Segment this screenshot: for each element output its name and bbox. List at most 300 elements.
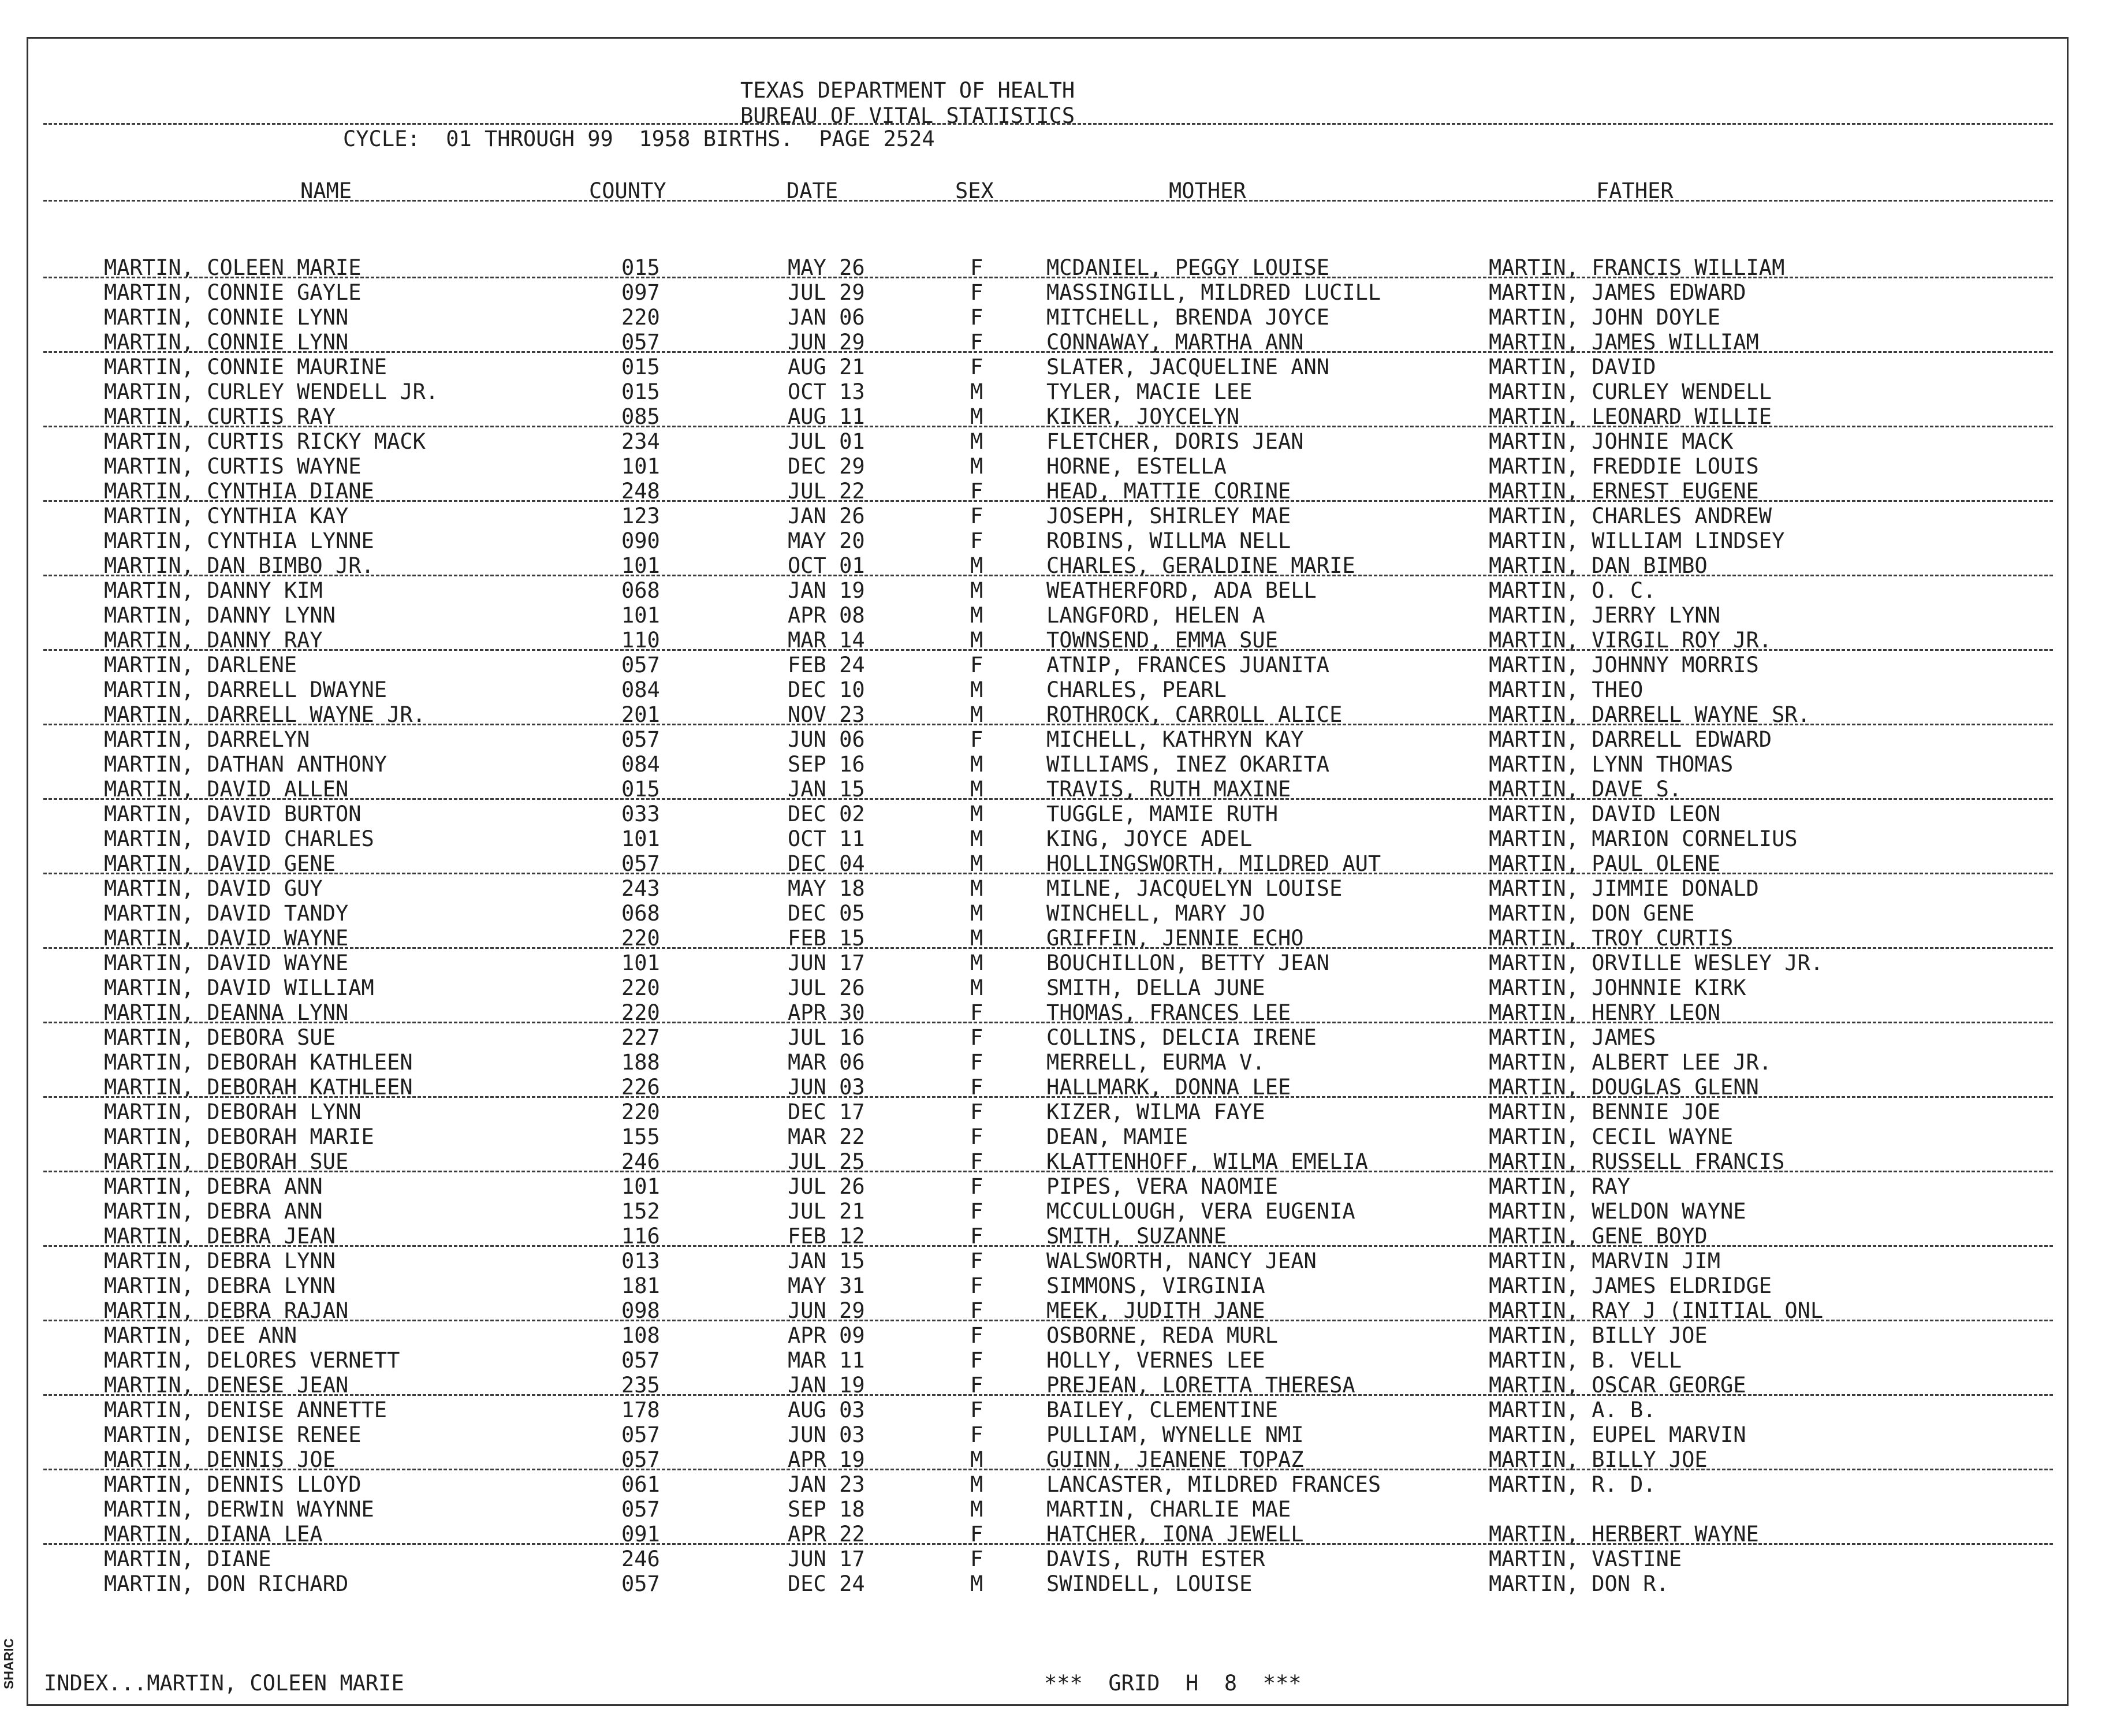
cell-sex: F [970, 330, 983, 355]
column-header-father: FATHER [1596, 178, 1674, 203]
cell-father: MARTIN, ORVILLE WESLEY JR. [1489, 951, 1824, 975]
cell-father: MARTIN, JAMES EDWARD [1489, 280, 1746, 305]
cell-county: 101 [621, 826, 660, 851]
cell-name: MARTIN, DAVID WAYNE [104, 926, 349, 951]
cell-sex: M [970, 429, 983, 454]
cell-date: MAY 18 [788, 876, 865, 901]
cell-name: MARTIN, DEBORAH KATHLEEN [104, 1050, 413, 1075]
cell-sex: F [970, 479, 983, 504]
cell-name: MARTIN, DEBRA LYNN [104, 1273, 336, 1298]
cell-father: MARTIN, CURLEY WENDELL [1489, 379, 1772, 404]
cycle-line: CYCLE: 01 THROUGH 99 1958 BIRTHS. PAGE 2524 [343, 126, 935, 151]
cell-sex: M [970, 1497, 983, 1522]
cell-sex: M [970, 826, 983, 851]
cell-date: AUG 03 [788, 1398, 865, 1422]
cell-county: 057 [621, 1497, 660, 1522]
cell-father: MARTIN, CHARLES ANDREW [1489, 504, 1772, 528]
cell-name: MARTIN, DATHAN ANTHONY [104, 752, 387, 777]
cell-sex: M [970, 603, 983, 628]
cell-sex: F [970, 1124, 983, 1149]
cell-father: MARTIN, HERBERT WAYNE [1489, 1522, 1759, 1547]
cell-date: APR 09 [788, 1323, 865, 1348]
cell-mother: HATCHER, IONA JEWELL [1046, 1522, 1304, 1547]
cell-date: JAN 06 [788, 305, 865, 330]
cell-mother: KIKER, JOYCELYN [1046, 404, 1240, 429]
cell-mother: JOSEPH, SHIRLEY MAE [1046, 504, 1291, 528]
footer-index: INDEX...MARTIN, COLEEN MARIE [44, 1671, 404, 1696]
cell-county: 220 [621, 975, 660, 1000]
cell-mother: DAVIS, RUTH ESTER [1046, 1547, 1265, 1571]
cell-sex: M [970, 702, 983, 727]
cell-father: MARTIN, BILLY JOE [1489, 1447, 1708, 1472]
cell-county: 097 [621, 280, 660, 305]
row-divider [43, 500, 2053, 502]
cell-sex: F [970, 1348, 983, 1373]
cell-date: JUN 03 [788, 1075, 865, 1100]
cell-sex: F [970, 653, 983, 677]
cell-mother: MCCULLOUGH, VERA EUGENIA [1046, 1199, 1355, 1224]
cell-name: MARTIN, DEBRA RAJAN [104, 1298, 349, 1323]
cell-county: 110 [621, 628, 660, 653]
cell-sex: M [970, 752, 983, 777]
cell-name: MARTIN, DANNY RAY [104, 628, 323, 653]
cell-sex: F [970, 1000, 983, 1025]
cell-date: FEB 24 [788, 653, 865, 677]
cell-mother: SWINDELL, LOUISE [1046, 1571, 1253, 1596]
cell-date: JUN 29 [788, 330, 865, 355]
cell-date: JUN 17 [788, 1547, 865, 1571]
cell-father: MARTIN, JOHN DOYLE [1489, 305, 1720, 330]
cell-mother: CHARLES, GERALDINE MARIE [1046, 553, 1355, 578]
cell-sex: M [970, 404, 983, 429]
cell-name: MARTIN, CYNTHIA DIANE [104, 479, 374, 504]
cell-county: 015 [621, 379, 660, 404]
cell-sex: M [970, 1472, 983, 1497]
row-divider [43, 1022, 2053, 1023]
cell-sex: F [970, 1100, 983, 1124]
cell-date: NOV 23 [788, 702, 865, 727]
cell-date: JUL 29 [788, 280, 865, 305]
cell-name: MARTIN, DAVID WILLIAM [104, 975, 374, 1000]
cell-name: MARTIN, DAVID WAYNE [104, 951, 349, 975]
cell-name: MARTIN, CYNTHIA LYNNE [104, 528, 374, 553]
cell-sex: M [970, 975, 983, 1000]
cell-county: 108 [621, 1323, 660, 1348]
cell-date: JAN 26 [788, 504, 865, 528]
cell-mother: GRIFFIN, JENNIE ECHO [1046, 926, 1304, 951]
cell-sex: F [970, 1422, 983, 1447]
row-divider [43, 1096, 2053, 1098]
cell-county: 013 [621, 1249, 660, 1273]
cell-date: AUG 11 [788, 404, 865, 429]
cell-father: MARTIN, O. C. [1489, 578, 1656, 603]
cell-mother: BOUCHILLON, BETTY JEAN [1046, 951, 1330, 975]
header-line1: TEXAS DEPARTMENT OF HEALTH [740, 78, 1075, 103]
cell-mother: KLATTENHOFF, WILMA EMELIA [1046, 1149, 1368, 1174]
cell-father: MARTIN, JOHNIE MACK [1489, 429, 1734, 454]
cell-county: 057 [621, 1422, 660, 1447]
cell-mother: LANGFORD, HELEN A [1046, 603, 1265, 628]
cell-date: MAR 11 [788, 1348, 865, 1373]
cell-sex: M [970, 379, 983, 404]
cell-name: MARTIN, DAN BIMBO JR. [104, 553, 374, 578]
cell-mother: WINCHELL, MARY JO [1046, 901, 1265, 926]
cell-mother: ROBINS, WILLMA NELL [1046, 528, 1291, 553]
cell-date: DEC 02 [788, 802, 865, 826]
cell-father: MARTIN, MARVIN JIM [1489, 1249, 1720, 1273]
cell-name: MARTIN, CONNIE LYNN [104, 305, 349, 330]
cell-father: MARTIN, DOUGLAS GLENN [1489, 1075, 1759, 1100]
cell-sex: F [970, 1398, 983, 1422]
cell-date: SEP 18 [788, 1497, 865, 1522]
row-divider [43, 1171, 2053, 1172]
cell-name: MARTIN, DARRELL DWAYNE [104, 677, 387, 702]
cell-sex: F [970, 1373, 983, 1398]
cell-name: MARTIN, DARRELL WAYNE JR. [104, 702, 426, 727]
cell-mother: WEATHERFORD, ADA BELL [1046, 578, 1317, 603]
cell-sex: F [970, 280, 983, 305]
cell-sex: M [970, 951, 983, 975]
cell-date: JUL 01 [788, 429, 865, 454]
cell-date: AUG 21 [788, 355, 865, 379]
cell-date: OCT 13 [788, 379, 865, 404]
cell-father: MARTIN, ERNEST EUGENE [1489, 479, 1759, 504]
column-header-name: NAME [300, 178, 352, 203]
cell-mother: MASSINGILL, MILDRED LUCILL [1046, 280, 1381, 305]
cell-date: MAR 22 [788, 1124, 865, 1149]
footer-grid: *** GRID H 8 *** [1044, 1671, 1302, 1696]
cell-mother: DEAN, MAMIE [1046, 1124, 1188, 1149]
cell-mother: SMITH, DELLA JUNE [1046, 975, 1265, 1000]
cell-county: 091 [621, 1522, 660, 1547]
cell-date: JAN 15 [788, 1249, 865, 1273]
cell-name: MARTIN, DENNIS JOE [104, 1447, 336, 1472]
cell-sex: M [970, 553, 983, 578]
cell-county: 234 [621, 429, 660, 454]
cell-mother: CHARLES, PEARL [1046, 677, 1227, 702]
cell-name: MARTIN, DANNY KIM [104, 578, 323, 603]
cell-sex: F [970, 1149, 983, 1174]
cell-sex: M [970, 901, 983, 926]
cell-sex: F [970, 355, 983, 379]
cell-sex: M [970, 926, 983, 951]
header-line2: BUREAU OF VITAL STATISTICS [740, 103, 1075, 128]
cell-name: MARTIN, DEANNA LYNN [104, 1000, 349, 1025]
cell-name: MARTIN, DARRELYN [104, 727, 310, 752]
cell-name: MARTIN, DAVID GUY [104, 876, 323, 901]
cell-father: MARTIN, JAMES [1489, 1025, 1656, 1050]
cell-date: JUL 21 [788, 1199, 865, 1224]
cell-mother: SLATER, JACQUELINE ANN [1046, 355, 1330, 379]
cell-date: JAN 23 [788, 1472, 865, 1497]
cell-date: SEP 16 [788, 752, 865, 777]
cell-county: 033 [621, 802, 660, 826]
cell-mother: MERRELL, EURMA V. [1046, 1050, 1265, 1075]
cell-date: JUL 25 [788, 1149, 865, 1174]
cell-county: 243 [621, 876, 660, 901]
cell-name: MARTIN, DANNY LYNN [104, 603, 336, 628]
cell-mother: HOLLY, VERNES LEE [1046, 1348, 1265, 1373]
cell-father: MARTIN, VIRGIL ROY JR. [1489, 628, 1772, 653]
cell-county: 098 [621, 1298, 660, 1323]
cell-mother: KIZER, WILMA FAYE [1046, 1100, 1265, 1124]
cell-county: 084 [621, 752, 660, 777]
cell-sex: M [970, 802, 983, 826]
cell-name: MARTIN, DENESE JEAN [104, 1373, 349, 1398]
cell-sex: M [970, 578, 983, 603]
cell-father: MARTIN, JAMES WILLIAM [1489, 330, 1759, 355]
cell-mother: TRAVIS, RUTH MAXINE [1046, 777, 1291, 802]
cell-county: 220 [621, 1100, 660, 1124]
cell-date: JUN 17 [788, 951, 865, 975]
cell-sex: F [970, 1199, 983, 1224]
cell-name: MARTIN, DAVID TANDY [104, 901, 349, 926]
cell-father: MARTIN, DARRELL WAYNE SR. [1489, 702, 1810, 727]
cell-name: MARTIN, DEBORAH MARIE [104, 1124, 374, 1149]
cell-county: 015 [621, 355, 660, 379]
cell-date: APR 22 [788, 1522, 865, 1547]
cell-date: MAY 20 [788, 528, 865, 553]
cell-county: 090 [621, 528, 660, 553]
side-mark: SHARIC [1, 1638, 16, 1689]
cell-name: MARTIN, CURTIS RICKY MACK [104, 429, 426, 454]
cell-date: DEC 24 [788, 1571, 865, 1596]
cell-county: 057 [621, 1571, 660, 1596]
cell-date: FEB 15 [788, 926, 865, 951]
cell-father: MARTIN, DAVID [1489, 355, 1656, 379]
cell-name: MARTIN, CYNTHIA KAY [104, 504, 349, 528]
row-divider [43, 724, 2053, 725]
cell-father: MARTIN, DON GENE [1489, 901, 1695, 926]
cell-sex: M [970, 876, 983, 901]
cell-sex: F [970, 1323, 983, 1348]
cell-name: MARTIN, DELORES VERNETT [104, 1348, 400, 1373]
row-divider [43, 1394, 2053, 1396]
cell-county: 235 [621, 1373, 660, 1398]
cell-mother: HORNE, ESTELLA [1046, 454, 1227, 479]
cell-name: MARTIN, DENNIS LLOYD [104, 1472, 362, 1497]
cell-date: JUL 16 [788, 1025, 865, 1050]
cell-county: 220 [621, 926, 660, 951]
cell-mother: MCDANIEL, PEGGY LOUISE [1046, 255, 1330, 280]
cell-name: MARTIN, CONNIE LYNN [104, 330, 349, 355]
cell-name: MARTIN, DEBORAH KATHLEEN [104, 1075, 413, 1100]
cell-father: MARTIN, EUPEL MARVIN [1489, 1422, 1746, 1447]
cell-date: OCT 11 [788, 826, 865, 851]
cell-mother: SMITH, SUZANNE [1046, 1224, 1227, 1249]
row-divider [43, 1320, 2053, 1321]
cell-county: 246 [621, 1149, 660, 1174]
cell-mother: HALLMARK, DONNA LEE [1046, 1075, 1291, 1100]
row-divider [43, 277, 2053, 278]
cell-father: MARTIN, BILLY JOE [1489, 1323, 1708, 1348]
cell-county: 178 [621, 1398, 660, 1422]
cell-sex: M [970, 628, 983, 653]
cell-date: JUL 22 [788, 479, 865, 504]
cell-father: MARTIN, JOHNNIE KIRK [1489, 975, 1746, 1000]
cell-county: 061 [621, 1472, 660, 1497]
cell-county: 057 [621, 653, 660, 677]
cell-father: MARTIN, PAUL OLENE [1489, 851, 1720, 876]
cell-name: MARTIN, DIANA LEA [104, 1522, 323, 1547]
cell-county: 084 [621, 677, 660, 702]
cell-sex: M [970, 1447, 983, 1472]
cell-sex: F [970, 727, 983, 752]
cell-county: 248 [621, 479, 660, 504]
cell-county: 057 [621, 1447, 660, 1472]
cell-date: MAY 26 [788, 255, 865, 280]
cell-mother: MARTIN, CHARLIE MAE [1046, 1497, 1291, 1522]
cell-county: 101 [621, 1174, 660, 1199]
cell-date: MAR 06 [788, 1050, 865, 1075]
cell-father: MARTIN, R. D. [1489, 1472, 1656, 1497]
cell-father: MARTIN, DAVID LEON [1489, 802, 1720, 826]
cell-date: APR 19 [788, 1447, 865, 1472]
cell-date: MAR 14 [788, 628, 865, 653]
cell-county: 201 [621, 702, 660, 727]
cell-sex: F [970, 1075, 983, 1100]
cell-county: 057 [621, 1348, 660, 1373]
cell-date: DEC 10 [788, 677, 865, 702]
cell-name: MARTIN, DON RICHARD [104, 1571, 349, 1596]
cell-father: MARTIN, RAY J (INITIAL ONL [1489, 1298, 1824, 1323]
cell-name: MARTIN, DAVID BURTON [104, 802, 362, 826]
cell-date: JUN 06 [788, 727, 865, 752]
cell-mother: LANCASTER, MILDRED FRANCES [1046, 1472, 1381, 1497]
cell-sex: F [970, 1224, 983, 1249]
cell-sex: F [970, 528, 983, 553]
cell-mother: HEAD, MATTIE CORINE [1046, 479, 1291, 504]
cell-mother: BAILEY, CLEMENTINE [1046, 1398, 1278, 1422]
row-divider [43, 351, 2053, 353]
cell-father: MARTIN, FREDDIE LOUIS [1489, 454, 1759, 479]
cell-date: JAN 19 [788, 1373, 865, 1398]
cell-sex: F [970, 255, 983, 280]
cell-mother: HOLLINGSWORTH, MILDRED AUT [1046, 851, 1381, 876]
cell-county: 057 [621, 851, 660, 876]
cell-county: 188 [621, 1050, 660, 1075]
cell-father: MARTIN, BENNIE JOE [1489, 1100, 1720, 1124]
cell-county: 226 [621, 1075, 660, 1100]
cell-date: JUL 26 [788, 975, 865, 1000]
cell-father: MARTIN, DAN BIMBO [1489, 553, 1708, 578]
cell-name: MARTIN, DEE ANN [104, 1323, 297, 1348]
cell-mother: OSBORNE, REDA MURL [1046, 1323, 1278, 1348]
cell-county: 057 [621, 727, 660, 752]
cell-mother: MEEK, JUDITH JANE [1046, 1298, 1265, 1323]
cell-father: MARTIN, JOHNNY MORRIS [1489, 653, 1759, 677]
cell-mother: THOMAS, FRANCES LEE [1046, 1000, 1291, 1025]
cell-mother: FLETCHER, DORIS JEAN [1046, 429, 1304, 454]
cell-date: APR 30 [788, 1000, 865, 1025]
row-divider [43, 426, 2053, 427]
cell-sex: F [970, 1298, 983, 1323]
cell-name: MARTIN, DENISE ANNETTE [104, 1398, 387, 1422]
cell-county: 123 [621, 504, 660, 528]
cell-name: MARTIN, DEBORA SUE [104, 1025, 336, 1050]
cell-father: MARTIN, JIMMIE DONALD [1489, 876, 1759, 901]
cell-sex: F [970, 1174, 983, 1199]
cell-county: 101 [621, 951, 660, 975]
cell-county: 015 [621, 255, 660, 280]
cell-father: MARTIN, DAVE S. [1489, 777, 1682, 802]
cell-county: 101 [621, 603, 660, 628]
cell-name: MARTIN, CONNIE MAURINE [104, 355, 387, 379]
cell-name: MARTIN, DIANE [104, 1547, 271, 1571]
row-divider [43, 1469, 2053, 1470]
cell-mother: GUINN, JEANENE TOPAZ [1046, 1447, 1304, 1472]
cell-father: MARTIN, RAY [1489, 1174, 1631, 1199]
cell-father: MARTIN, DON R. [1489, 1571, 1669, 1596]
cell-mother: PREJEAN, LORETTA THERESA [1046, 1373, 1355, 1398]
cell-father: MARTIN, RUSSELL FRANCIS [1489, 1149, 1785, 1174]
cell-father: MARTIN, DARRELL EDWARD [1489, 727, 1772, 752]
cell-mother: MITCHELL, BRENDA JOYCE [1046, 305, 1330, 330]
cell-county: 057 [621, 330, 660, 355]
cell-date: DEC 05 [788, 901, 865, 926]
cell-father: MARTIN, JERRY LYNN [1489, 603, 1720, 628]
cell-sex: F [970, 1522, 983, 1547]
cell-mother: TUGGLE, MAMIE RUTH [1046, 802, 1278, 826]
cell-father: MARTIN, MARION CORNELIUS [1489, 826, 1798, 851]
cell-father: MARTIN, WELDON WAYNE [1489, 1199, 1746, 1224]
row-divider [43, 798, 2053, 800]
cell-mother: ROTHROCK, CARROLL ALICE [1046, 702, 1343, 727]
cell-date: JUN 03 [788, 1422, 865, 1447]
column-header-mother: MOTHER [1169, 178, 1246, 203]
cell-county: 068 [621, 578, 660, 603]
cell-county: 227 [621, 1025, 660, 1050]
cell-sex: F [970, 1249, 983, 1273]
cell-mother: ATNIP, FRANCES JUANITA [1046, 653, 1330, 677]
cell-sex: F [970, 1050, 983, 1075]
cell-name: MARTIN, CONNIE GAYLE [104, 280, 362, 305]
cell-county: 220 [621, 1000, 660, 1025]
cell-name: MARTIN, DERWIN WAYNNE [104, 1497, 374, 1522]
cell-county: 181 [621, 1273, 660, 1298]
cell-name: MARTIN, DEBRA ANN [104, 1199, 323, 1224]
column-header-divider [43, 200, 2053, 202]
cell-sex: M [970, 454, 983, 479]
cell-sex: M [970, 1571, 983, 1596]
cell-name: MARTIN, DAVID CHARLES [104, 826, 374, 851]
cell-father: MARTIN, A. B. [1489, 1398, 1656, 1422]
cell-father: MARTIN, LYNN THOMAS [1489, 752, 1734, 777]
cell-father: MARTIN, VASTINE [1489, 1547, 1682, 1571]
cell-name: MARTIN, DEBORAH SUE [104, 1149, 349, 1174]
cell-date: FEB 12 [788, 1224, 865, 1249]
cell-father: MARTIN, JAMES ELDRIDGE [1489, 1273, 1772, 1298]
cell-county: 116 [621, 1224, 660, 1249]
column-header-sex: SEX [955, 178, 994, 203]
cell-mother: MILNE, JACQUELYN LOUISE [1046, 876, 1343, 901]
cell-date: APR 08 [788, 603, 865, 628]
cell-mother: MICHELL, KATHRYN KAY [1046, 727, 1304, 752]
row-divider [43, 1543, 2053, 1545]
cell-sex: M [970, 851, 983, 876]
cell-name: MARTIN, CURTIS RAY [104, 404, 336, 429]
cell-name: MARTIN, DAVID ALLEN [104, 777, 349, 802]
cell-mother: SIMMONS, VIRGINIA [1046, 1273, 1265, 1298]
cell-county: 155 [621, 1124, 660, 1149]
cell-mother: WALSWORTH, NANCY JEAN [1046, 1249, 1317, 1273]
cell-name: MARTIN, DENISE RENEE [104, 1422, 362, 1447]
cell-date: JAN 19 [788, 578, 865, 603]
cell-date: JUN 29 [788, 1298, 865, 1323]
row-divider [43, 1245, 2053, 1247]
column-header-county: COUNTY [589, 178, 666, 203]
cell-father: MARTIN, LEONARD WILLIE [1489, 404, 1772, 429]
